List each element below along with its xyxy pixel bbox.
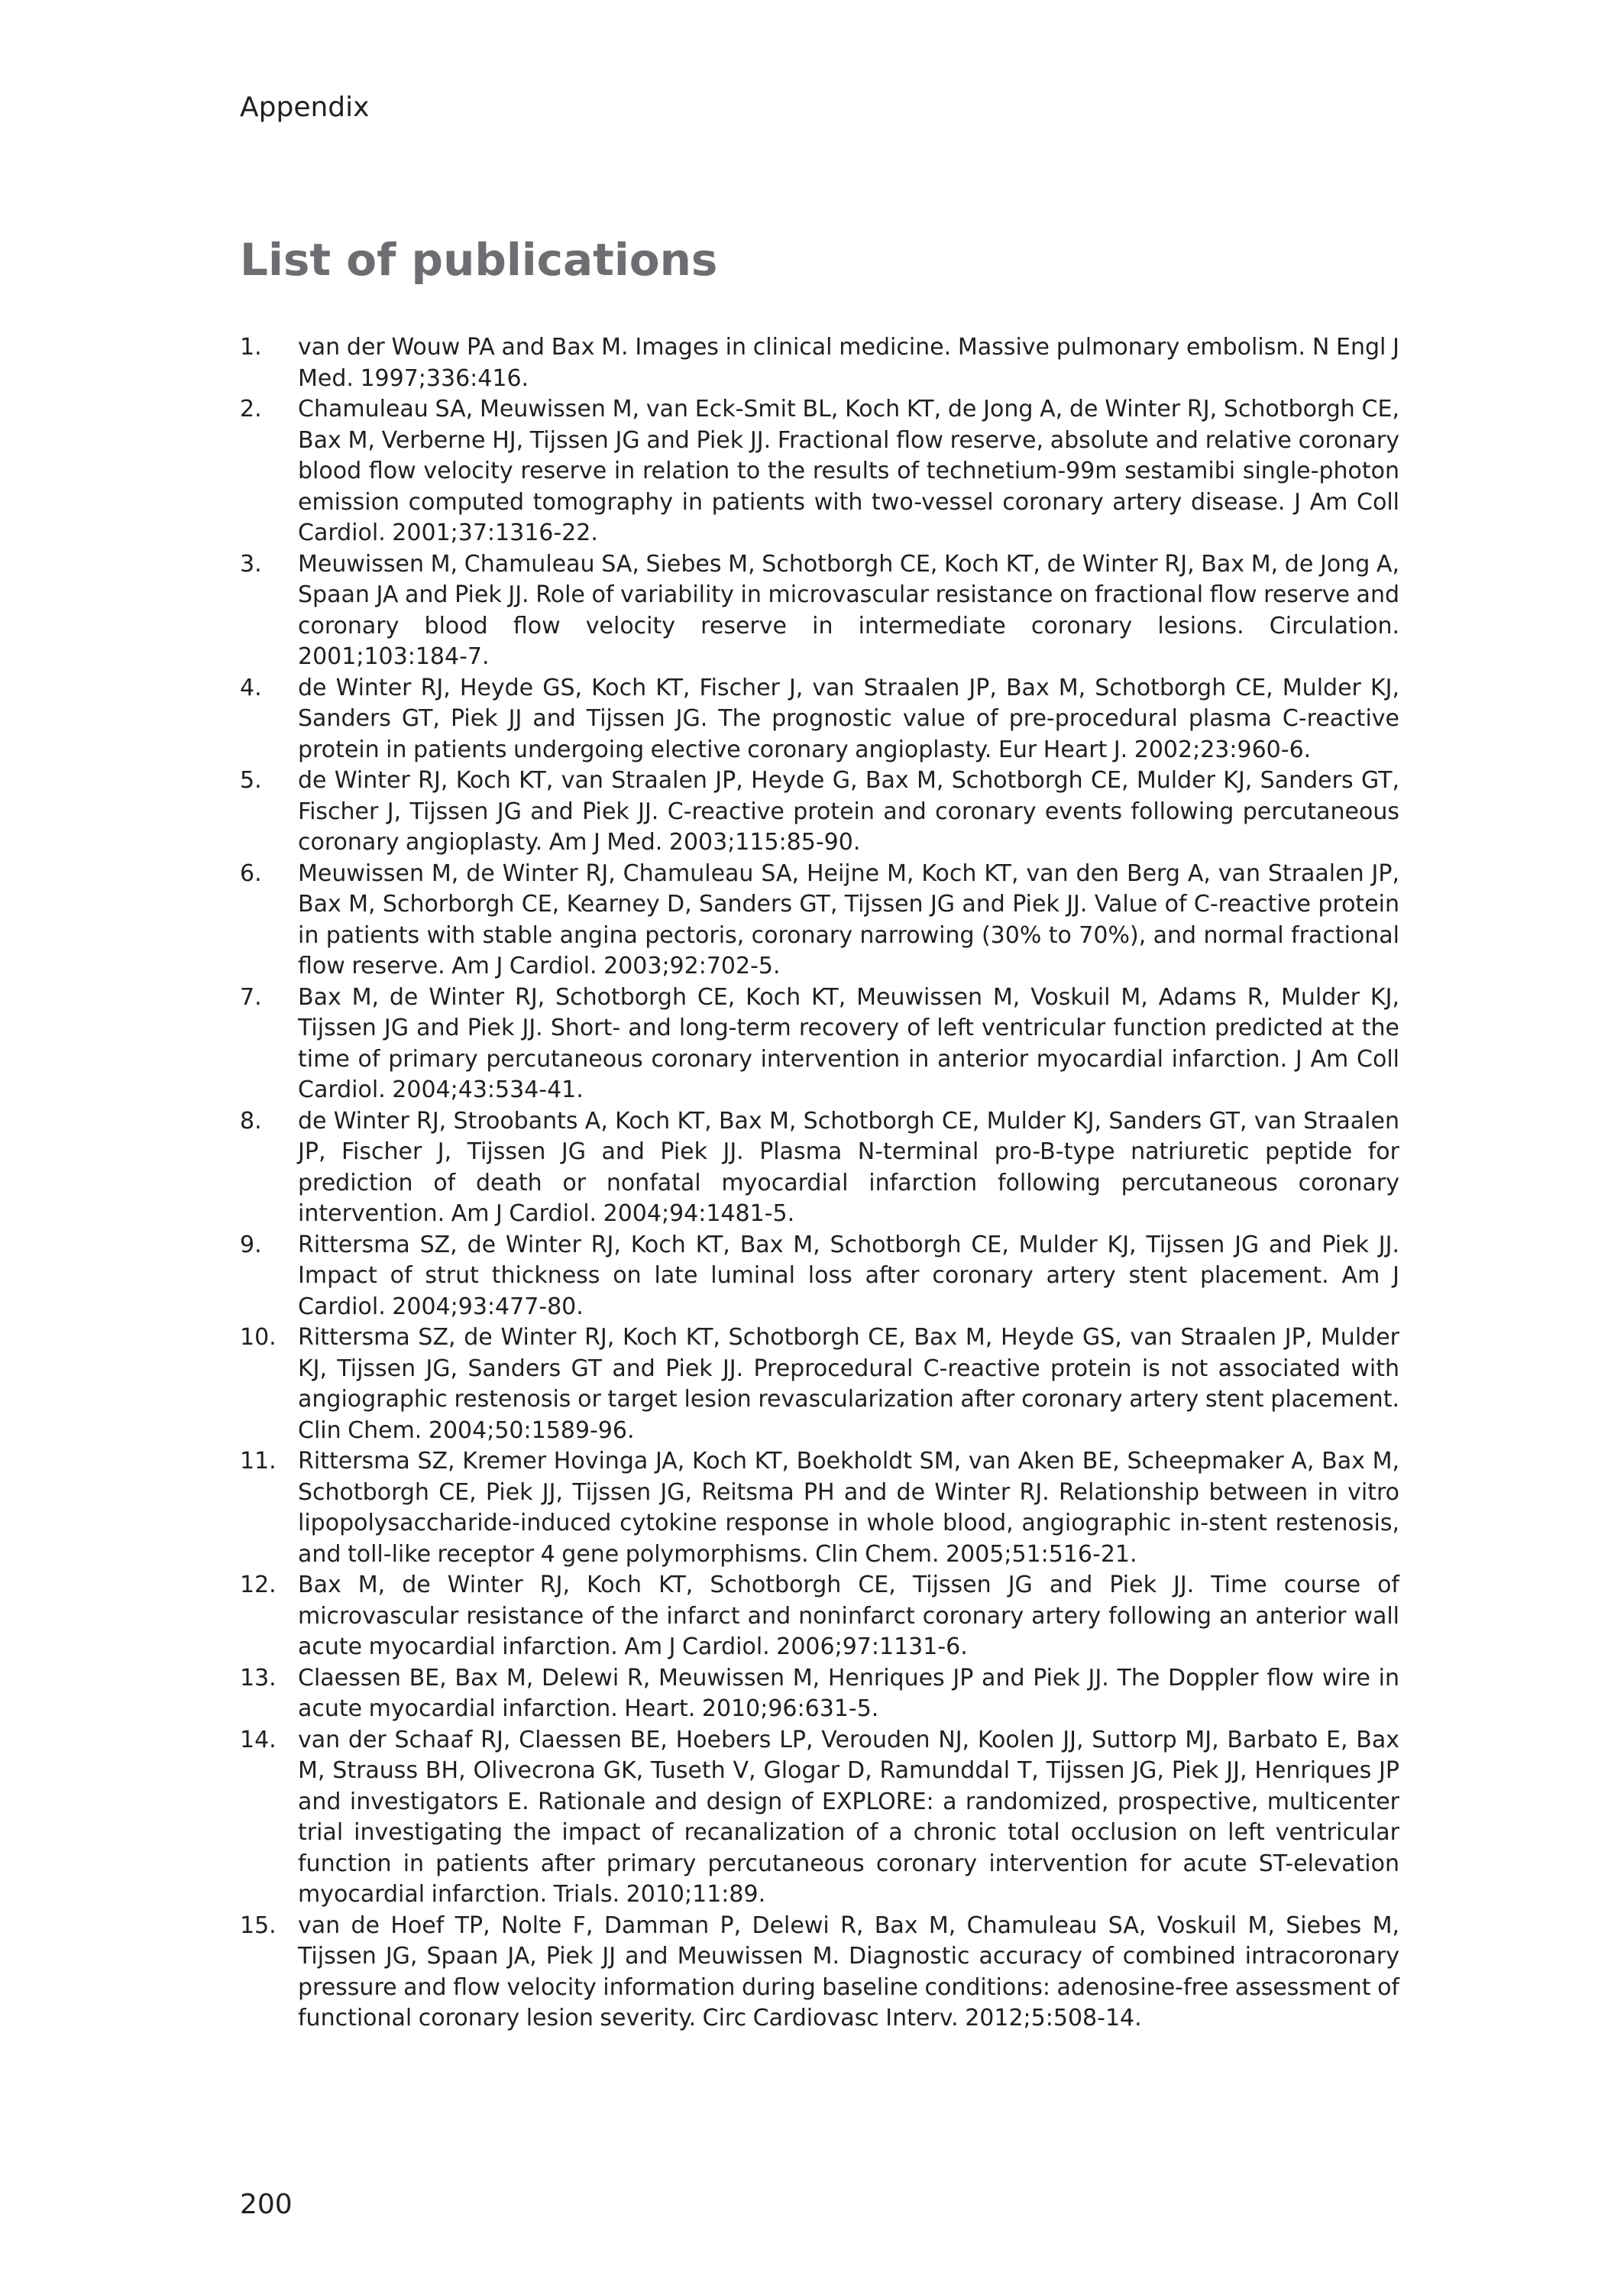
publication-citation: van de Hoef TP, Nolte F, Damman P, Delewi R, Bax M, Chamuleau SA, Voskuil M, Siebes M, Tijssen JG, Spaan JA, Piek JJ and Meuwissen M. Diagnostic accuracy of combined intracoronary pressure and flow velocity information during baseline conditions: adenosine-free assessment of functional coronary lesion severity. Circ Cardiovasc Interv. 2012;5:508-14. xyxy=(298,1912,1399,2031)
publication-number: 2. xyxy=(240,396,262,422)
publication-item xyxy=(240,1230,1399,1323)
page-number: 200 xyxy=(240,2189,293,2220)
publication-item xyxy=(240,332,1399,394)
publication-number: 5. xyxy=(240,767,262,794)
running-head: Appendix xyxy=(240,92,370,123)
publication-item xyxy=(240,549,1399,673)
publication-item xyxy=(240,1570,1399,1663)
publication-item xyxy=(240,1911,1399,2035)
publication-item xyxy=(240,1322,1399,1446)
publication-citation: Rittersma SZ, de Winter RJ, Koch KT, Schotborgh CE, Bax M, Heyde GS, van Straalen JP, Mulder KJ, Tijssen JG, Sanders GT and Piek JJ. Preprocedural C-reactive protein is not associated with angiographic restenosis or target lesion revascularization after coronary artery stent placement. Clin Chem. 2004;50:1589-96. xyxy=(298,1324,1399,1444)
publication-number: 13. xyxy=(240,1664,277,1691)
publication-citation: Meuwissen M, de Winter RJ, Chamuleau SA, Heijne M, Koch KT, van den Berg A, van Straalen JP, Bax M, Schorborgh CE, Kearney D, Sanders GT, Tijssen JG and Piek JJ. Value of C-reactive protein in patients with stable angina pectoris, coronary narrowing (30% to 70%), and normal fractional flow reserve. Am J Cardiol. 2003;92:702-5. xyxy=(298,860,1399,979)
publication-item xyxy=(240,394,1399,549)
publication-number: 11. xyxy=(240,1448,277,1475)
publication-citation: Rittersma SZ, de Winter RJ, Koch KT, Bax M, Schotborgh CE, Mulder KJ, Tijssen JG and Piek JJ. Impact of strut thickness on late luminal loss after coronary artery stent placement. Am J Cardiol. 2004;93:477-80. xyxy=(298,1231,1399,1320)
publication-citation: van der Wouw PA and Bax M. Images in clinical medicine. Massive pulmonary embolism. N Engl J Med. 1997;336:416. xyxy=(298,334,1399,392)
publication-number: 3. xyxy=(240,550,262,578)
publication-number: 15. xyxy=(240,1912,277,1939)
publication-number: 14. xyxy=(240,1726,277,1753)
publication-list xyxy=(240,332,1399,2035)
publication-item xyxy=(240,983,1399,1106)
publication-citation: Bax M, de Winter RJ, Koch KT, Schotborgh CE, Tijssen JG and Piek JJ. Time course of microvascular resistance of the infarct and noninfarct coronary artery following an anterior wall acute myocardial infarction. Am J Cardiol. 2006;97:1131-6. xyxy=(298,1572,1399,1660)
publication-item xyxy=(240,1106,1399,1230)
publication-number: 1. xyxy=(240,334,262,361)
publication-number: 4. xyxy=(240,674,262,701)
publication-citation: Chamuleau SA, Meuwissen M, van Eck-Smit BL, Koch KT, de Jong A, de Winter RJ, Schotborgh CE, Bax M, Verberne HJ, Tijssen JG and Piek JJ. Fractional flow reserve, absolute and relative coronary blood flow velocity reserve in relation to the results of technetium-99m sestamibi single-photon emission computed tomography in patients with two-vessel coronary artery disease. J Am Coll Cardiol. 2001;37:1316-22. xyxy=(298,396,1399,546)
publication-item xyxy=(240,1725,1399,1911)
publication-item xyxy=(240,766,1399,859)
publication-item xyxy=(240,859,1399,983)
publication-citation: de Winter RJ, Stroobants A, Koch KT, Bax M, Schotborgh CE, Mulder KJ, Sanders GT, van Straalen JP, Fischer J, Tijssen JG and Piek JJ. Plasma N-terminal pro-B-type natriuretic peptide for prediction of death or nonfatal myocardial infarction following percutaneous coronary intervention. Am J Cardiol. 2004;94:1481-5. xyxy=(298,1107,1399,1227)
page-title: List of publications xyxy=(240,234,718,286)
publication-item xyxy=(240,1663,1399,1725)
publication-citation: Bax M, de Winter RJ, Schotborgh CE, Koch KT, Meuwissen M, Voskuil M, Adams R, Mulder KJ, Tijssen JG and Piek JJ. Short- and long-term recovery of left ventricular function predicted at the time of primary percutaneous coronary intervention in anterior myocardial infarction. J Am Coll Cardiol. 2004;43:534-41. xyxy=(298,983,1399,1103)
publication-number: 12. xyxy=(240,1572,277,1598)
publication-number: 6. xyxy=(240,860,262,887)
publication-number: 10. xyxy=(240,1324,277,1351)
publication-citation: van der Schaaf RJ, Claessen BE, Hoebers LP, Verouden NJ, Koolen JJ, Suttorp MJ, Barbato E, Bax M, Strauss BH, Olivecrona GK, Tuseth V, Glogar D, Ramunddal T, Tijssen JG, Piek JJ, Henriques JP and investigators E. Rationale and design of EXPLORE: a randomized, prospective, multicenter trial investigating the impact of recanalization of a chronic total occlusion on left ventricular function in patients after primary percutaneous coronary intervention for acute ST-elevation myocardial infarction. Trials. 2010;11:89. xyxy=(298,1726,1399,1908)
publication-citation: de Winter RJ, Heyde GS, Koch KT, Fischer J, van Straalen JP, Bax M, Schotborgh CE, Mulder KJ, Sanders GT, Piek JJ and Tijssen JG. The prognostic value of pre-procedural plasma C-reactive protein in patients undergoing elective coronary angioplasty. Eur Heart J. 2002;23:960-6. xyxy=(298,674,1399,763)
publication-number: 9. xyxy=(240,1231,262,1258)
publication-citation: de Winter RJ, Koch KT, van Straalen JP, Heyde G, Bax M, Schotborgh CE, Mulder KJ, Sanders GT, Fischer J, Tijssen JG and Piek JJ. C-reactive protein and coronary events following percutaneous coronary angioplasty. Am J Med. 2003;115:85-90. xyxy=(298,767,1399,856)
publication-citation: Claessen BE, Bax M, Delewi R, Meuwissen M, Henriques JP and Piek JJ. The Doppler flow wire in acute myocardial infarction. Heart. 2010;96:631-5. xyxy=(298,1664,1399,1722)
publication-item xyxy=(240,673,1399,766)
publication-citation: Rittersma SZ, Kremer Hovinga JA, Koch KT, Boekholdt SM, van Aken BE, Scheepmaker A, Bax M, Schotborgh CE, Piek JJ, Tijssen JG, Reitsma PH and de Winter RJ. Relationship between in vitro lipopolysaccharide-induced cytokine response in whole blood, angiographic in-stent restenosis, and toll-like receptor 4 gene polymorphisms. Clin Chem. 2005;51:516-21. xyxy=(298,1448,1399,1568)
publication-number: 7. xyxy=(240,983,262,1011)
publication-item xyxy=(240,1446,1399,1570)
publication-citation: Meuwissen M, Chamuleau SA, Siebes M, Schotborgh CE, Koch KT, de Winter RJ, Bax M, de Jong A, Spaan JA and Piek JJ. Role of variability in microvascular resistance on fractional flow reserve and coronary blood flow velocity reserve in intermediate coronary lesions. Circulation. 2001;103:184-7. xyxy=(298,550,1399,670)
publication-number: 8. xyxy=(240,1107,262,1135)
